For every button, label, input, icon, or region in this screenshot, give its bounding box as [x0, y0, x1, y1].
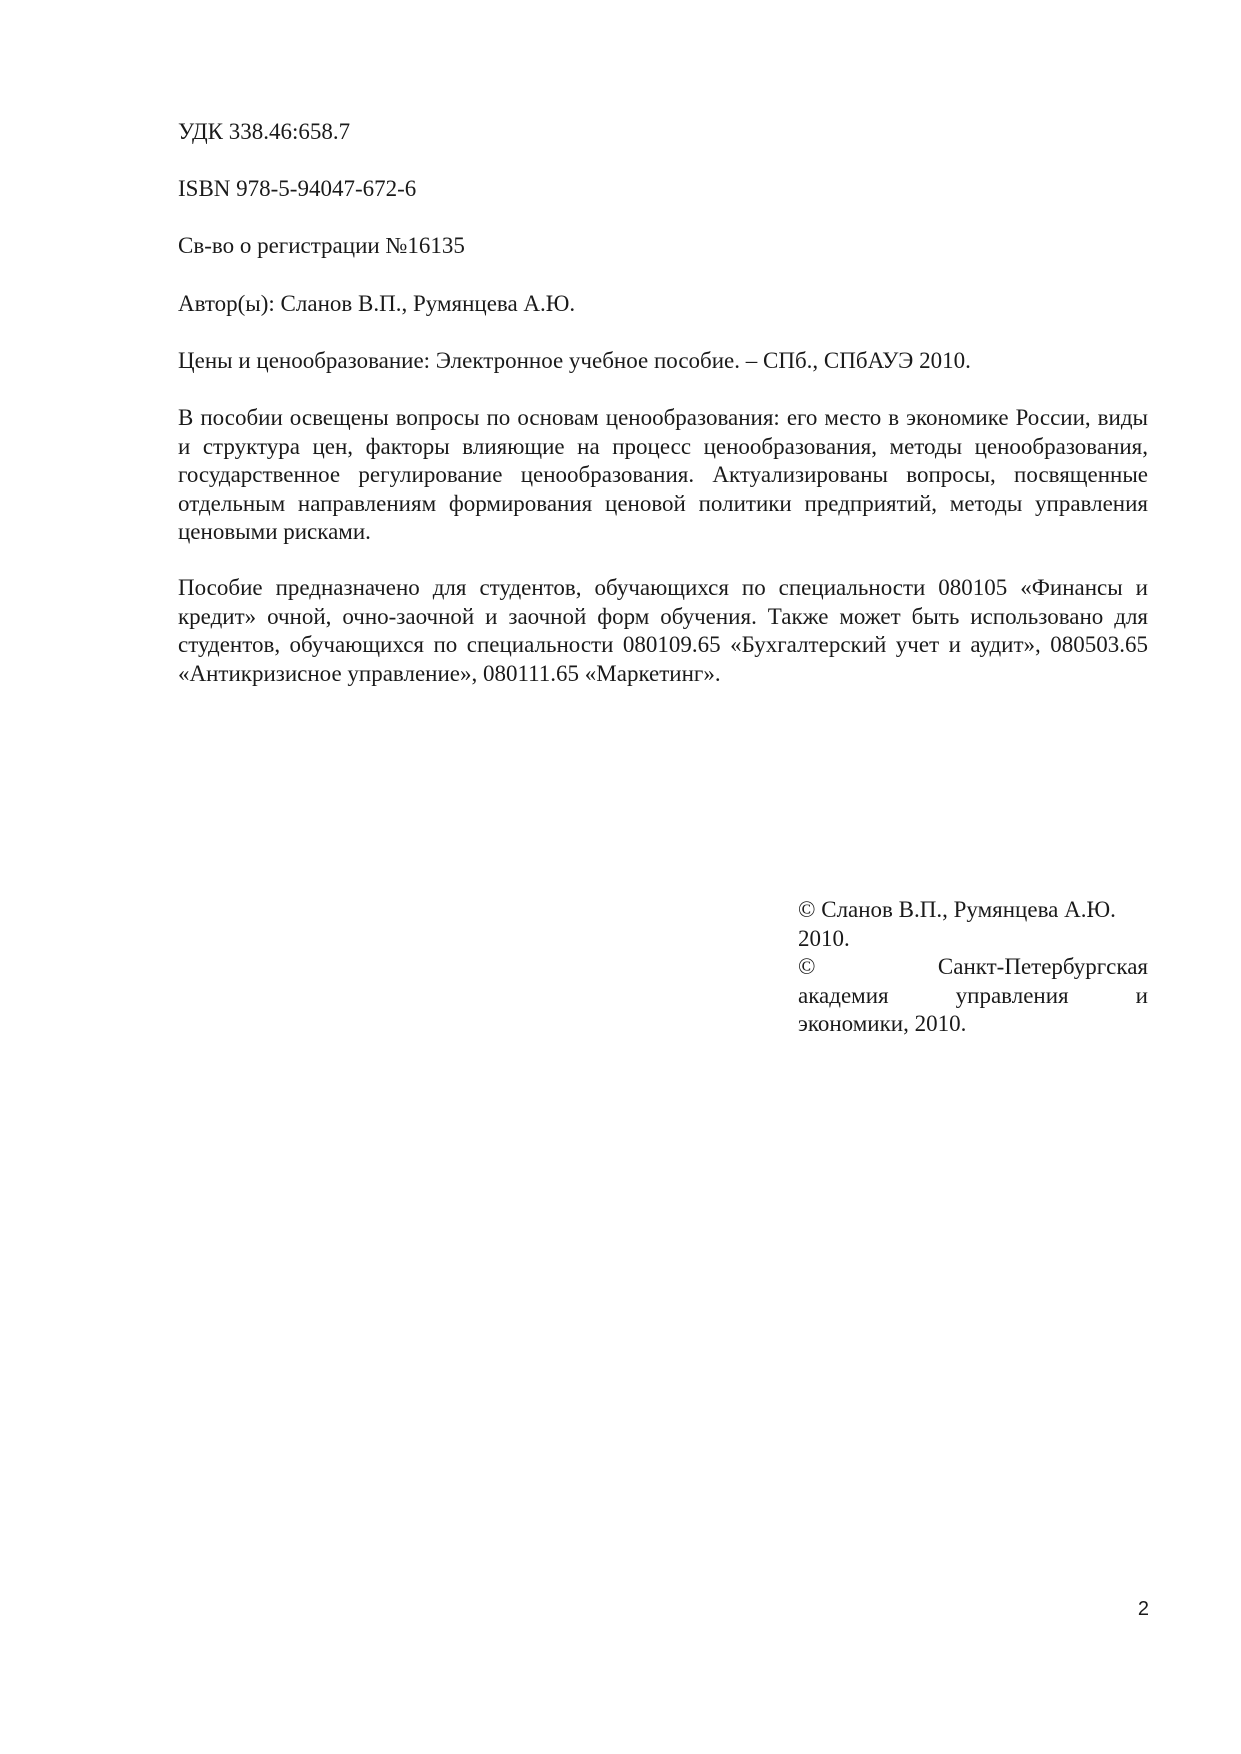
copyright-word-academy: академия [798, 982, 889, 1008]
isbn-line: ISBN 978-5-94047-672-6 [178, 176, 417, 201]
authors-line: Автор(ы): Сланов В.П., Румянцева А.Ю. [178, 291, 576, 316]
copyright-org-name: Санкт-Петербургская [937, 954, 1148, 979]
copyright-authors: © Сланов В.П., Румянцева А.Ю. [798, 897, 1116, 922]
copyright-block [798, 896, 1148, 1039]
title-line: Цены и ценообразование: Электронное учебное пособие. – СПб., СПбАУЭ 2010. [178, 348, 971, 373]
copyright-org-line-1 [798, 953, 1148, 982]
copyright-org-line-2 [798, 982, 1148, 1011]
copyright-authors-year: 2010. [798, 925, 850, 951]
registration-line: Св-во о регистрации №16135 [178, 233, 465, 258]
copyright-word-management: управления [955, 982, 1069, 1008]
page-number: 2 [1137, 1598, 1149, 1620]
udk-line: УДК 338.46:658.7 [178, 119, 351, 144]
copyright-symbol: © [798, 954, 816, 979]
copyright-org-end: экономики, 2010. [798, 1011, 967, 1036]
abstract-paragraph: В пособии освещены вопросы по основам ценообразования: его место в экономике России, виды и структура цен, факторы влияющие на процесс ценообразования, методы ценообразования, государственное регулирование ценообразования. Актуализированы вопросы, посвященные отдельным направлениям формирования ценовой политики предприятий, методы управления ценовыми рисками. [178, 405, 1148, 544]
audience-paragraph: Пособие предназначено для студентов, обучающихся по специальности 080105 «Финансы и кредит» очной, очно-заочной и заочной форм обучения. Также может быть использовано для студентов, обучающихся по специальности 080109.65 «Бухгалтерский учет и аудит», 080503.65 «Антикризисное управление», 080111.65 «Маркетинг». [178, 575, 1148, 686]
copyright-word-and: и [1135, 982, 1148, 1008]
